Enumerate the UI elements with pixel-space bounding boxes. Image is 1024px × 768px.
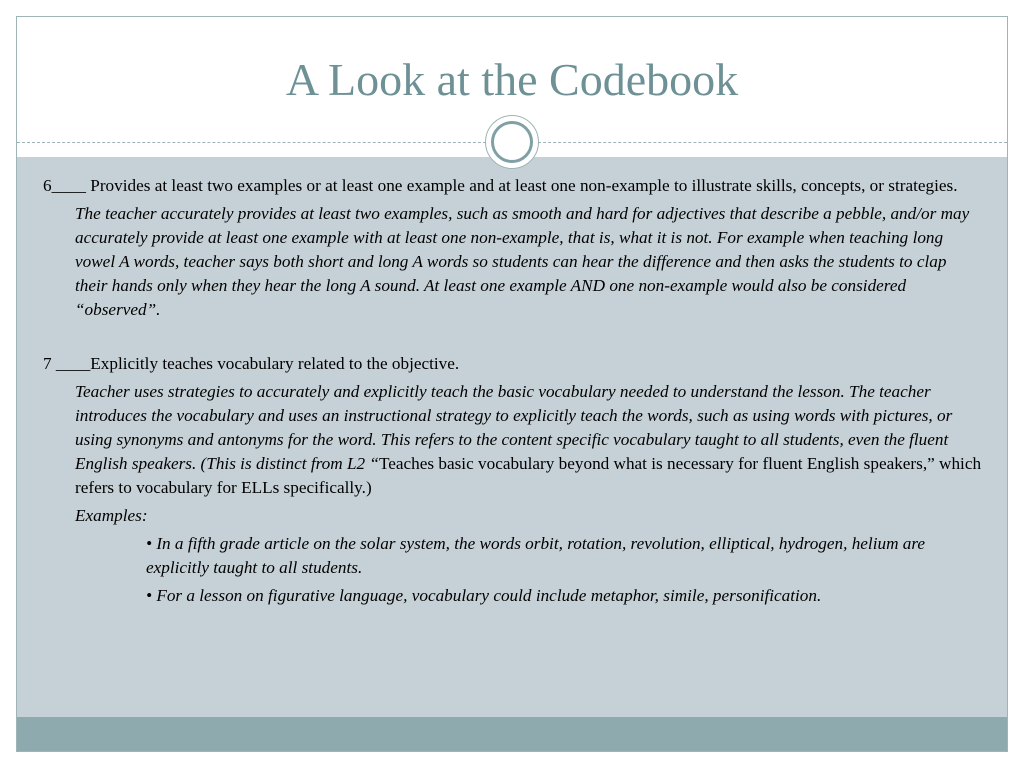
item-7-heading: 7 ____Explicitly teaches vocabulary related to the objective. — [43, 354, 460, 373]
circle-ornament-inner — [491, 121, 533, 163]
item-7-description-italic: Teacher uses strategies to accurately and explicitly teach the basic vocabulary needed to understand the lesson. The teacher introduces the vocabulary and uses an instructional strategy to explicitly teach the words, such as using words with pictures, or using synonyms and antonyms for the word. This refers to the content specific vocabulary taught to all students, even the fluent English speakers. (This is distinct from L2 “ — [75, 382, 953, 473]
spacer — [43, 322, 983, 352]
slide — [16, 16, 1008, 752]
slide-title: A Look at the Codebook — [285, 54, 739, 105]
item-6-heading: 6____ Provides at least two examples or at least one example and at least one non-example to illustrate skills, concepts, or strategies. — [43, 176, 958, 195]
footer-band — [17, 717, 1007, 751]
item-6-description: The teacher accurately provides at least two examples, such as smooth and hard for adjectives that describe a pebble, and/or may accurately provide at least one example with at least one non-example, that is, what it is not. For example when teaching long vowel A words, teacher says both short and long A words so students can hear the difference and then asks the students to clap their hands only when they hear the long A sound. At least one example AND one non-example would also be considered “observed”. — [75, 204, 970, 319]
circle-ornament-icon — [485, 115, 539, 169]
item-7-description — [75, 380, 983, 500]
body-text — [43, 174, 983, 608]
content-area — [17, 157, 1007, 717]
examples-label: Examples: — [75, 506, 148, 525]
example-bullet-2: • For a lesson on figurative language, vocabulary could include metaphor, simile, personification. — [146, 586, 822, 605]
example-bullet-1: • In a fifth grade article on the solar system, the words orbit, rotation, revolution, elliptical, hydrogen, helium are explicitly taught to all students. — [146, 534, 926, 577]
item-7-description-normal: Teaches basic vocabulary beyond what is necessary for fluent English speakers,” which refers to vocabulary for ELLs specifically.) — [75, 454, 982, 497]
